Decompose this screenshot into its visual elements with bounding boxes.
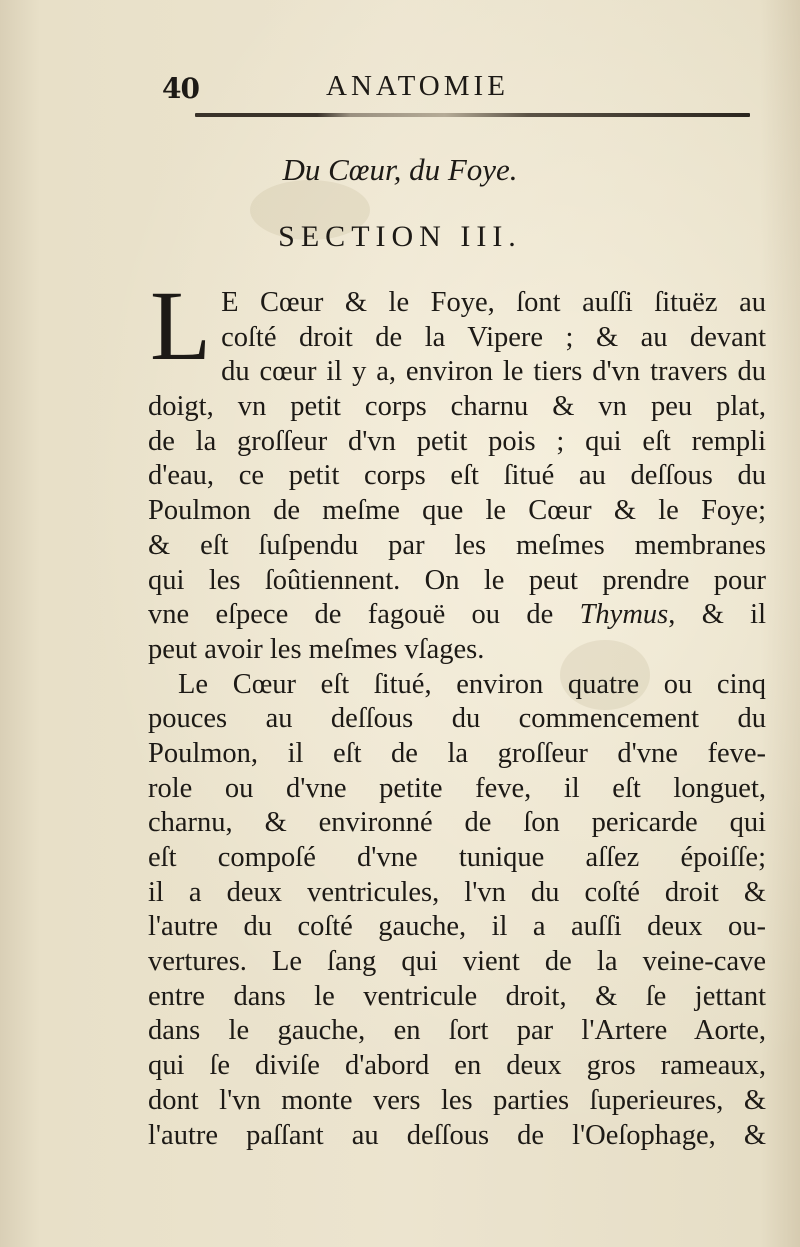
page-header [148, 62, 758, 112]
text-line: doigt, vn petit corps charnu & vn peu plat, [148, 391, 766, 423]
text-segment: , & il [668, 599, 766, 631]
page-number: 40 [162, 72, 199, 105]
section-title: SECTION III. [278, 220, 522, 253]
text-line: vertures. Le ſang qui vient de la veine-cave [148, 946, 766, 978]
text-line: Poulmon de meſme que le Cœur & le Foye; [148, 495, 766, 527]
text-line: Le Cœur eſt ſitué, environ quatre ou cinq [178, 668, 766, 700]
text-line: dont l'vn monte vers les parties ſuperieures, & [148, 1084, 766, 1116]
text-segment: vne eſpece de fagouë ou de [148, 599, 554, 631]
italic-term: Thymus [579, 599, 669, 631]
text-line: Poulmon, il eſt de la groſſeur d'vne feve- [148, 737, 766, 769]
body-text [148, 270, 766, 1153]
text-line: il a deux ventricules, l'vn du coſté droit & [148, 876, 766, 908]
text-line-with-italic [148, 598, 766, 633]
chapter-subtitle: Du Cœur, du Foye. [282, 152, 518, 187]
text-line: qui les ſoûtiennent. On le peut prendre pour [148, 564, 766, 596]
text-line: dans le gauche, en ſort par l'Artere Aorte, [148, 1015, 766, 1047]
text-line: peut avoir les meſmes vſages. [148, 633, 485, 665]
text-line: & eſt ſuſpendu par les meſmes membranes [148, 529, 766, 561]
header-rule [195, 113, 750, 117]
text-line: l'autre du coſté gauche, il a auſſi deux ou- [148, 911, 766, 943]
running-title: ANATOMIE [326, 70, 509, 102]
text-line: du cœur il y a, environ le tiers d'vn travers du [221, 356, 766, 388]
text-line: coſté droit de la Vipere ; & au devant [221, 321, 766, 353]
text-line: de la groſſeur d'vn petit pois ; qui eſt rempli [148, 425, 766, 457]
text-line: E Cœur & le Foye, ſont auſſi ſituëz au [221, 287, 766, 318]
drop-cap: L [150, 270, 212, 381]
text-line: eſt compoſé d'vne tunique aſſez époiſſe; [148, 842, 766, 873]
text-line: l'autre paſſant au deſſous de l'Oeſophage, & [148, 1119, 766, 1151]
text-line: d'eau, ce petit corps eſt ſitué au deſſous du [148, 460, 766, 492]
text-line: charnu, & environné de ſon pericarde qui [148, 807, 766, 839]
paragraph-2 [148, 668, 766, 1154]
text-line: qui ſe diviſe d'abord en deux gros rameaux, [148, 1050, 766, 1082]
text-line: role ou d'vne petite feve, il eſt longuet, [148, 772, 766, 804]
paragraph-1 [148, 270, 766, 668]
text-line: pouces au deſſous du commencement du [148, 703, 766, 735]
text-line: entre dans le ventricule droit, & ſe jettant [148, 980, 766, 1012]
